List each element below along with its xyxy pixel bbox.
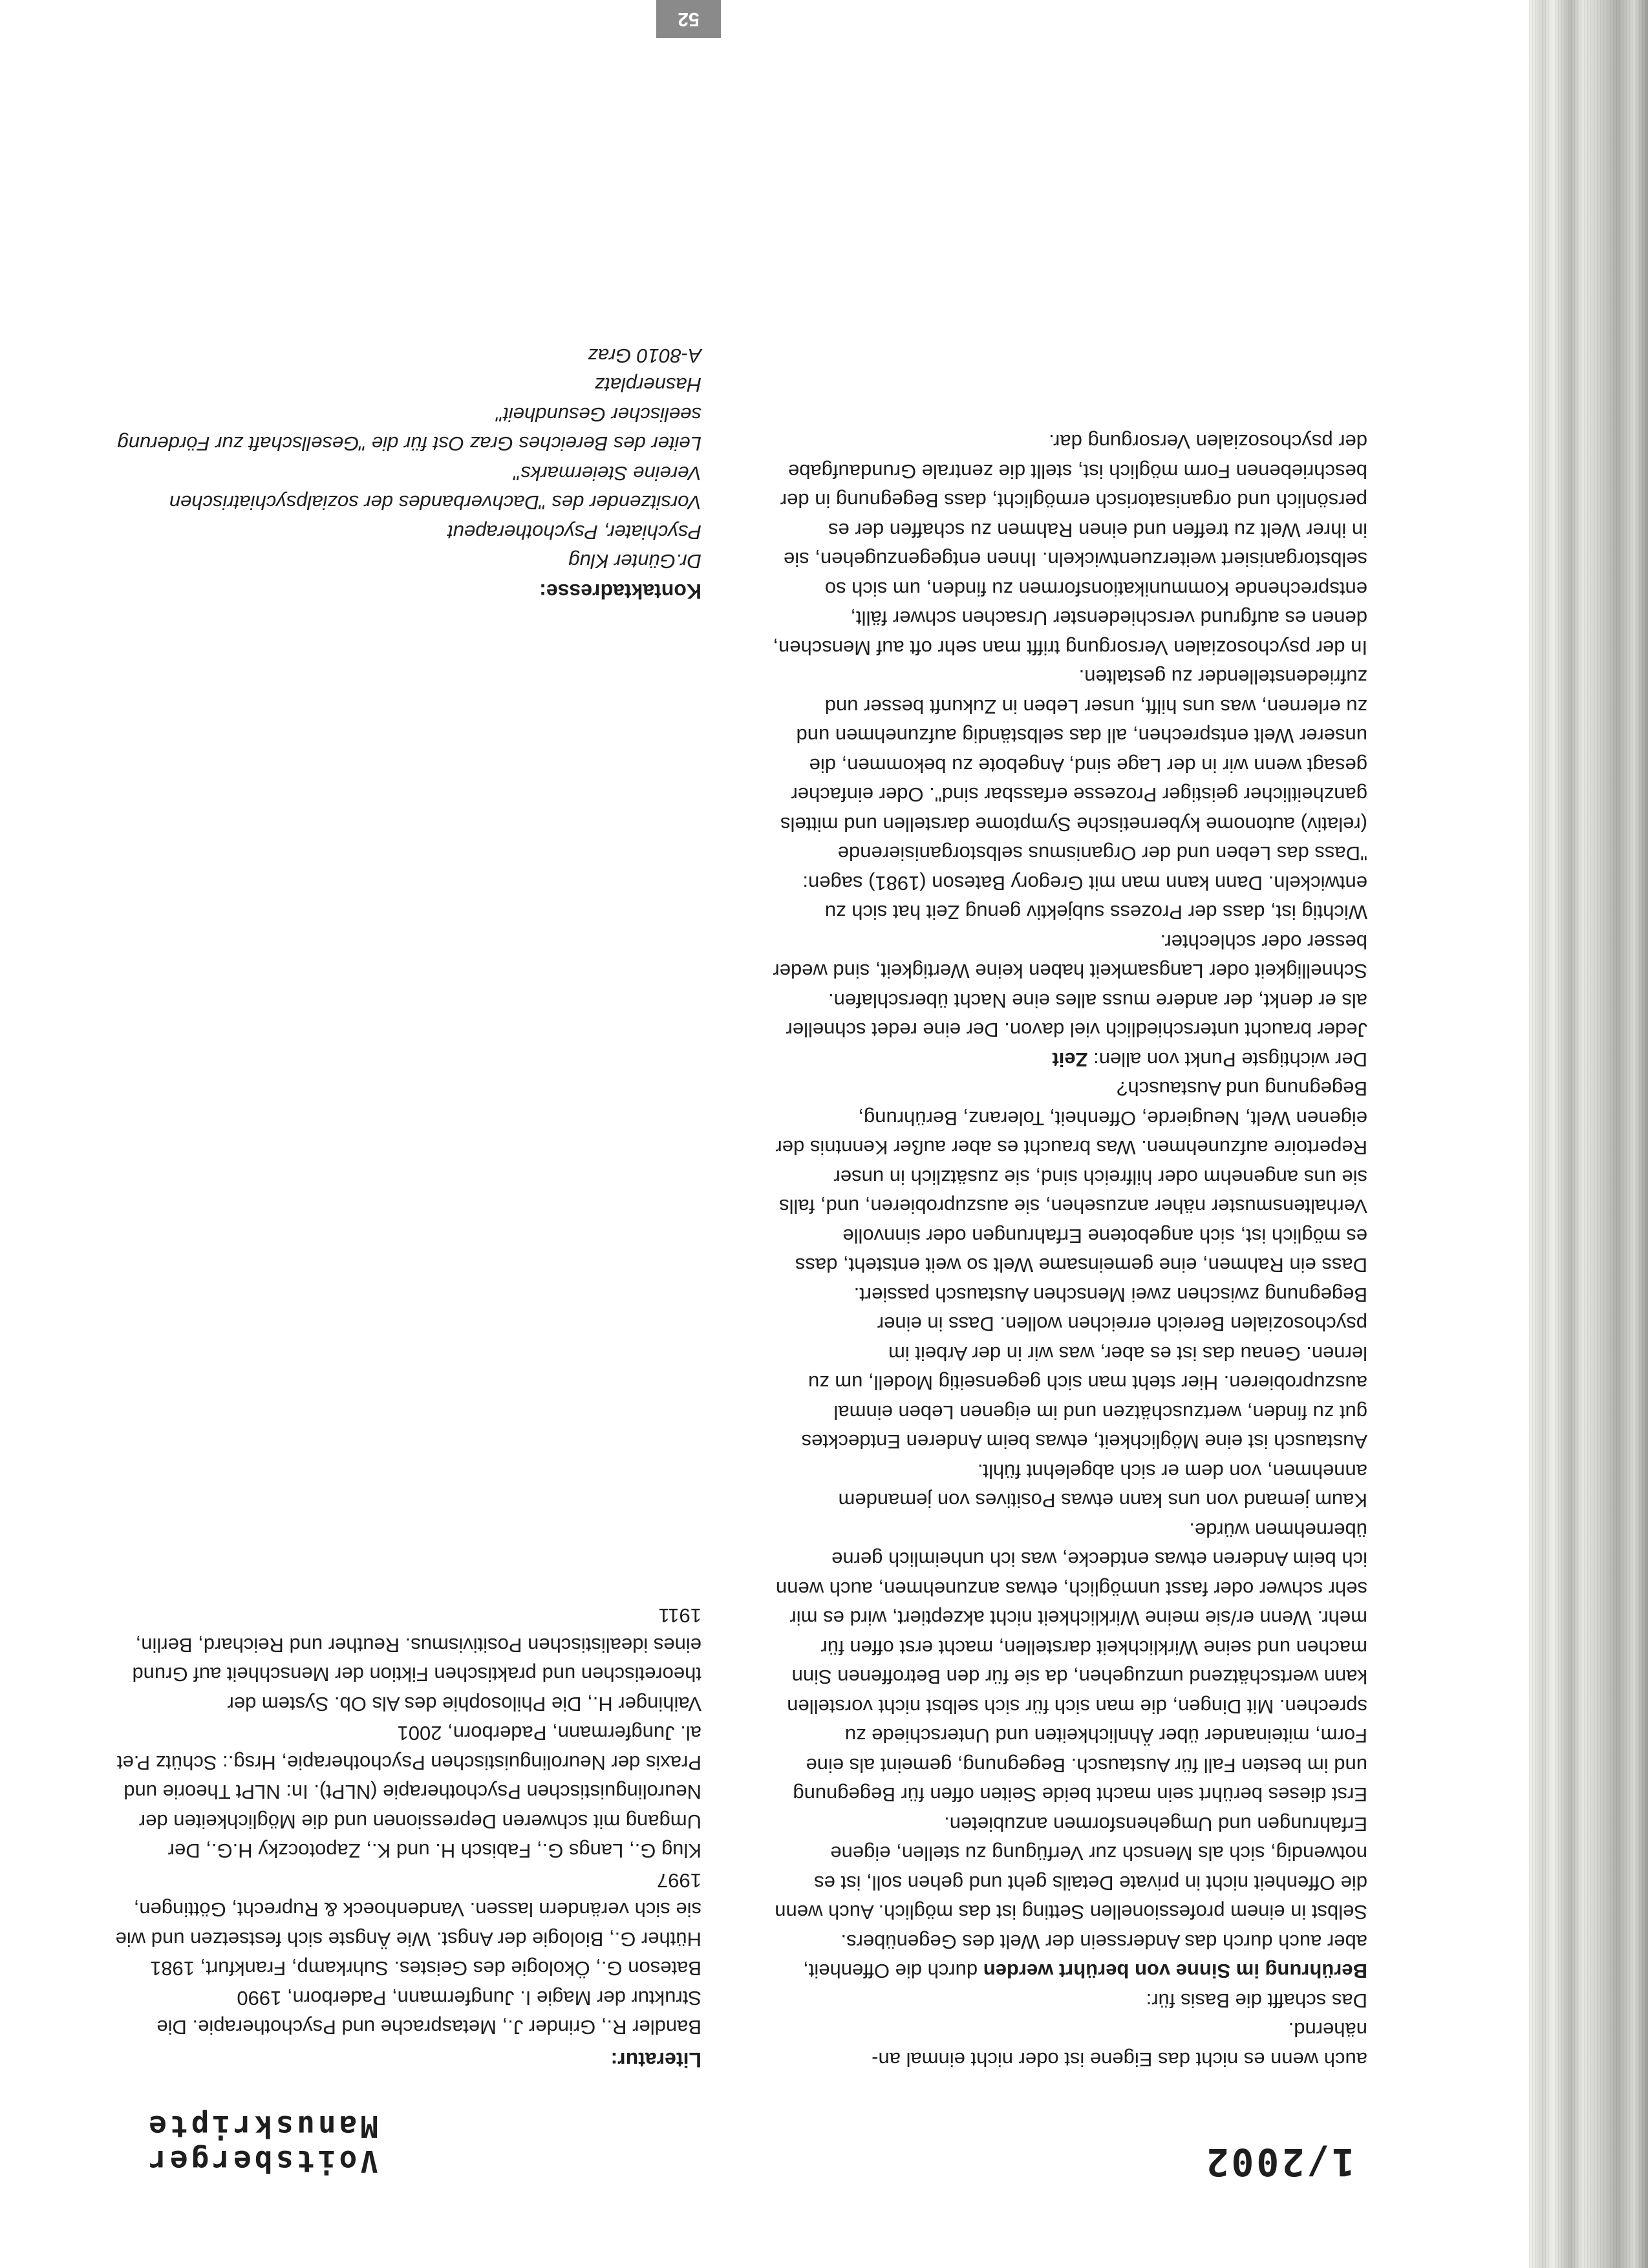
paragraph: Selbst in einem professionellen Setting ist das möglich. Auch wenn die Offenheit nicht in private Details geht und gehen soll, ist es notwendig, sich als Mensch zur Verfügung zu stellen, eigene Erfahrungen und Umgehensformen anzubieten.	[775, 1813, 1367, 1924]
sidebar-column	[107, 341, 701, 2075]
paragraph: Jeder braucht unterschiedlich viel davon. Der eine redet schneller als er denkt, der andere muss alles eine Nacht überschlafen. Schnelligkeit oder Langsamkeit haben keine Wertigkeit, sind weder besser oder schlechter.	[773, 931, 1367, 1042]
page-number: 52	[656, 0, 721, 38]
bold-phrase: Berührung im Sinne von berührt werden	[983, 1960, 1367, 1983]
contact-line: Leiter des Bereiches Graz Ost für die "Gesellschaft zur Förderung	[117, 432, 701, 456]
contact-line: Dr.Günter Klug	[568, 550, 701, 573]
contact-line: Hasnerplatz	[594, 374, 701, 397]
journal-title: Voitsberger Manuskripte	[145, 2109, 378, 2179]
issue-number: 1/2002	[1203, 2140, 1354, 2184]
contact-line: A-8010 Graz	[588, 344, 701, 367]
literature-heading: Literatur:	[610, 2048, 701, 2072]
contact-line: Psychiater, Psychotherapeut	[447, 521, 701, 544]
paragraph: Wichtig ist, dass der Prozess subjektiv genug Zeit hat sich zu entwickeln. Dann kann man mit Gregory Bateson (1981) sagen: "Dass das Leben und der Organismus selbstorganisierende (relativ) autonome kybernetische Symptome darstellen und mittels ganzheitlicher geistiger Prozesse erfassbar sind". Oder einfacher gesagt wenn wir in der Lage sind, Angebote zu bekommen, die unserer Welt entsprechen, all das selbständig aufzunehmen und zu erlernen, was uns hilft, unser Leben in Zukunft besser und zufriedenstellender zu gestalten.	[780, 666, 1367, 924]
main-text-column	[773, 427, 1367, 2074]
contact-line: seelischer Gesundheit"	[496, 403, 701, 426]
reference-item: Bandler R., Grinder J., Metasprache und Psychotherapie. Die Struktur der Magie I. Jungfermann, Paderborn, 1990	[156, 1987, 701, 2039]
paragraph: Erst dieses berührt sein macht beide Seiten offen für Begegnung und im besten Fall für Austausch. Begegnung, gemeint als eine Form, miteinander über Ähnlichkeiten und Unterschiede zu sprechen. Mit Dingen, die man sich für sich selbst nicht vorstellen kann wertschätzend umzugehen, da sie für den Betroffenen Sinn machen und seine Wirklichkeit darstellen, macht erst offen für mehr. Wenn er/sie meine Wirklichkeit nicht akzeptiert, wird es mir sehr schwer oder fasst unmöglich, etwas anzunehmen, auch wenn ich beim Anderen etwas entdecke, was ich unheimlich gerne übernehmen würde.	[776, 1519, 1367, 1807]
reference-item: Hüther G., Biologie der Angst. Wie Ängste sich festsetzen und wie sie sich verändern lassen. Vandenhoeck & Ruprecht, Göttingen, 1997	[115, 1869, 701, 1951]
reference-item: Klug G., Langs G., Fabisch H. und K., Zapotoczky H.G., Der Umgang mit schweren Depressionen und die Möglichkeiten der Neurolinguistischen Psychotherapie (NLPt). In: NLPt Theorie und Praxis der Neurolinguistischen Psychotherapie, Hrsg.: Schütz P.et al. Jungfermann, Paderborn, 2001	[116, 1722, 701, 1863]
paragraph: Das schafft die Basis für:	[1146, 1989, 1367, 2012]
contact-line: Vereine Steiermarks"	[513, 462, 701, 485]
paragraph: Der wichtigste Punkt von allen: Zeit	[1052, 1048, 1367, 1071]
paragraph: Berührung im Sinne von berührt werden durch die Offenheit, aber auch durch das Anderssein der Welt des Gegenübers.	[803, 1931, 1367, 1983]
reference-item: Vaihinger H., Die Philosophie des Als Ob. System der theoretischen und praktischen Fiktion der Menschheit auf Grund eines idealistischen Positivismus. Reuther und Reichard, Berlin, 1911	[132, 1604, 701, 1715]
paragraph: In der psychosozialen Versorgung trifft man sehr oft auf Menschen, denen es aufgrund verschiedenster Ursachen schwer fällt, entsprechende Kommunikationsformen zu finden, um sich so selbstorganisiert weiterzuentwickeln. Ihnen entgegenzugehen, sie in ihrer Welt zu treffen und einen Rahmen zu schaffen der es persönlich und organisatorisch ermöglicht, dass Begegnung in der beschriebenen Form möglich ist, stellt die zentrale Grundaufgabe der psychosozialen Versorgung dar.	[773, 430, 1367, 659]
paragraph: auch wenn es nicht das Eigene ist oder nicht einmal an- nähernd.	[872, 2019, 1367, 2071]
contact-heading: Kontaktadresse:	[539, 580, 701, 603]
paragraph: Austausch ist eine Möglichkeit, etwas beim Anderen Entdecktes gut zu finden, wertzuschätzen und im eigenen Leben einmal auszuprobieren. Hier steht man sich gegenseitig Modell, um zu lernen. Genau das ist es aber, was wir in der Arbeit im psychosozialen Bereich erreichen wollen. Dass in einer Begegnung zwischen zwei Menschen Austausch passiert.	[801, 1284, 1367, 1454]
book-page-edge	[1529, 0, 1648, 2268]
paragraph: Dass ein Rahmen, eine gemeinsame Welt so weit entsteht, dass es möglich ist, sich angebotene Erfahrungen oder sinnvolle Verhaltensmuster näher anzusehen, sie auszuprobieren, und, falls sie uns angenehm oder hilfreich sind, sie zusätzlich in unser Repertoire aufzunehmen. Was braucht es aber außer Kenntnis der eigenen Welt, Neugierde, Offenheit, Toleranz, Berührung, Begegnung und Austausch?	[775, 1077, 1367, 1277]
reference-item: Bateson G., Ökologie des Geistes. Suhrkamp, Frankfurt, 1981	[150, 1957, 701, 1980]
paragraph: Kaum jemand von uns kann etwas Positives von jemandem annehmen, von dem er sich abgelehnt fühlt.	[838, 1460, 1367, 1512]
bold-keyword: Zeit	[1052, 1048, 1088, 1071]
contact-line: Vorsitzender des "Dachverbandes der sozialpsychiatrischen	[169, 491, 701, 514]
